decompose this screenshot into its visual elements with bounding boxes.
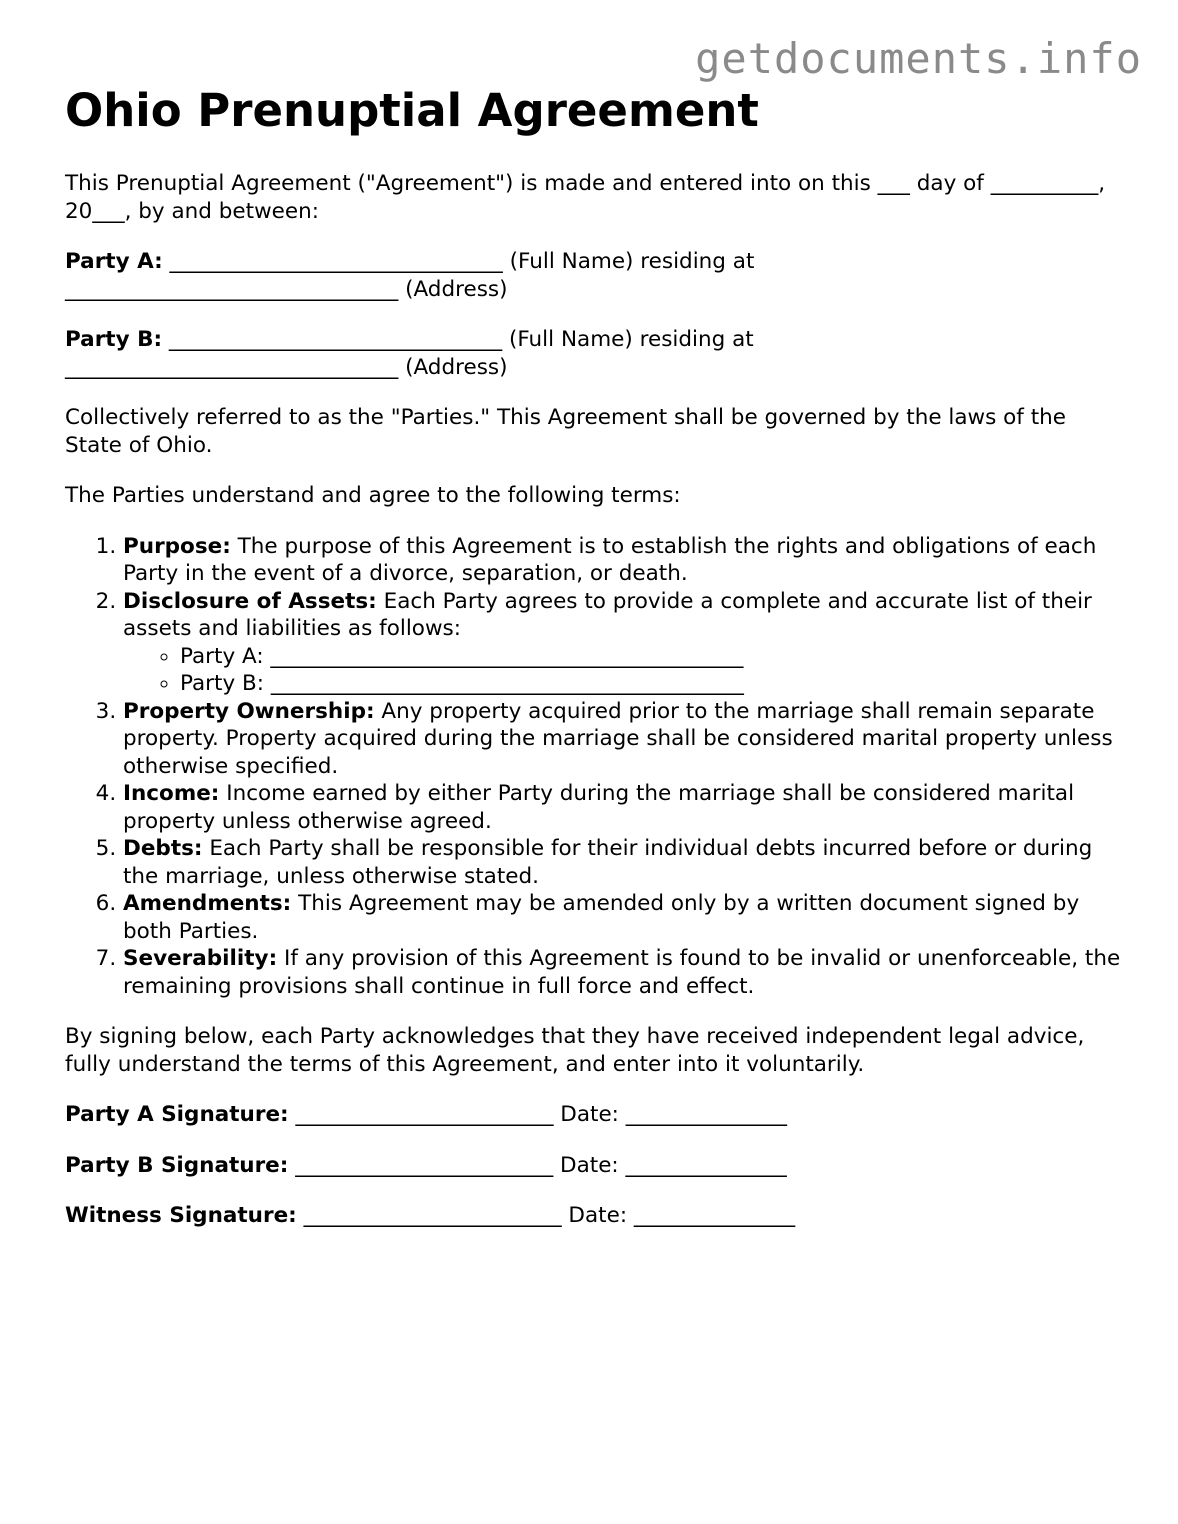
document-title: Ohio Prenuptial Agreement <box>65 84 759 137</box>
term-text: Any property acquired prior to the marriage shall remain separate property. Property acquired during the marriage shall be considered marital property unless otherwise specified. <box>123 698 1113 779</box>
term-text: Income earned by either Party during the marriage shall be considered marital property unless otherwise agreed. <box>123 781 1075 834</box>
term-heading: Income: <box>123 781 220 806</box>
term-heading: Debts: <box>123 836 203 861</box>
term-heading: Amendments: <box>123 891 292 916</box>
term-text: Each Party agrees to provide a complete and accurate list of their assets and liabilities as follows: <box>123 588 1092 641</box>
party-a-label: Party A: <box>65 249 163 274</box>
party-b-name-line: _______________________________ (Full Name) residing at <box>162 327 754 352</box>
signature-label: Party A Signature: <box>65 1102 289 1127</box>
term-heading: Purpose: <box>123 533 231 559</box>
term-item-purpose <box>123 533 1125 588</box>
term-text: This Agreement may be amended only by a written document signed by both Parties. <box>123 891 1080 944</box>
party-a-address-line: _______________________________ (Address) <box>65 276 508 302</box>
watermark: getdocuments.info <box>695 34 1142 83</box>
party-a-name-line: _______________________________ (Full Name) residing at <box>162 249 755 274</box>
terms-list <box>65 533 1125 1001</box>
document-page <box>65 84 1125 1230</box>
witness-signature-line <box>65 1202 1125 1230</box>
acknowledgment-paragraph: By signing below, each Party acknowledges that they have received independent legal advice, fully understand the terms of this Agreement, and enter into it voluntarily. <box>65 1024 1085 1077</box>
term-text: Each Party shall be responsible for their individual debts incurred before or during the marriage, unless otherwise stated. <box>123 836 1093 889</box>
term-item-disclosure <box>123 588 1125 698</box>
terms-intro: The Parties understand and agree to the following terms: <box>65 483 681 508</box>
party-b-block <box>65 326 1125 381</box>
term-text: If any provision of this Agreement is found to be invalid or unenforceable, the remaining provisions shall continue in full force and effect. <box>123 946 1121 999</box>
term-item-debts <box>123 835 1125 890</box>
party-b-address-line: _______________________________ (Address) <box>65 354 508 380</box>
term-item-income <box>123 780 1125 835</box>
term-heading: Disclosure of Assets: <box>123 588 377 614</box>
party-b-signature-line <box>65 1152 1125 1180</box>
term-text: The purpose of this Agreement is to establish the rights and obligations of each Party in the event of a divorce, separation, or death. <box>123 533 1097 586</box>
signature-blank: ________________________ Date: _______________ <box>288 1102 788 1127</box>
asset-list <box>123 643 1125 698</box>
signature-label: Witness Signature: <box>65 1203 297 1228</box>
party-b-label: Party B: <box>65 327 163 352</box>
asset-line-party-b: ◦ Party B: ____________________________________________ <box>180 670 1125 698</box>
signature-blank: ________________________ Date: _______________ <box>288 1152 787 1178</box>
term-heading: Property Ownership: <box>123 698 375 724</box>
signature-blank: ________________________ Date: _______________ <box>296 1203 796 1228</box>
party-a-block <box>65 248 1125 303</box>
signature-label: Party B Signature: <box>65 1152 289 1178</box>
term-item-amendments <box>123 890 1125 945</box>
collective-paragraph: Collectively referred to as the "Parties." This Agreement shall be governed by the laws of the State of Ohio. <box>65 405 1066 458</box>
asset-line-party-a: ◦ Party A: ____________________________________________ <box>180 643 1125 671</box>
intro-paragraph: This Prenuptial Agreement ("Agreement") is made and entered into on this ___ day of __________, 20___, by and between: <box>65 171 1106 224</box>
party-a-signature-line <box>65 1101 1125 1129</box>
term-heading: Severability: <box>123 946 278 971</box>
term-item-property <box>123 698 1125 781</box>
term-item-severability <box>123 945 1125 1000</box>
